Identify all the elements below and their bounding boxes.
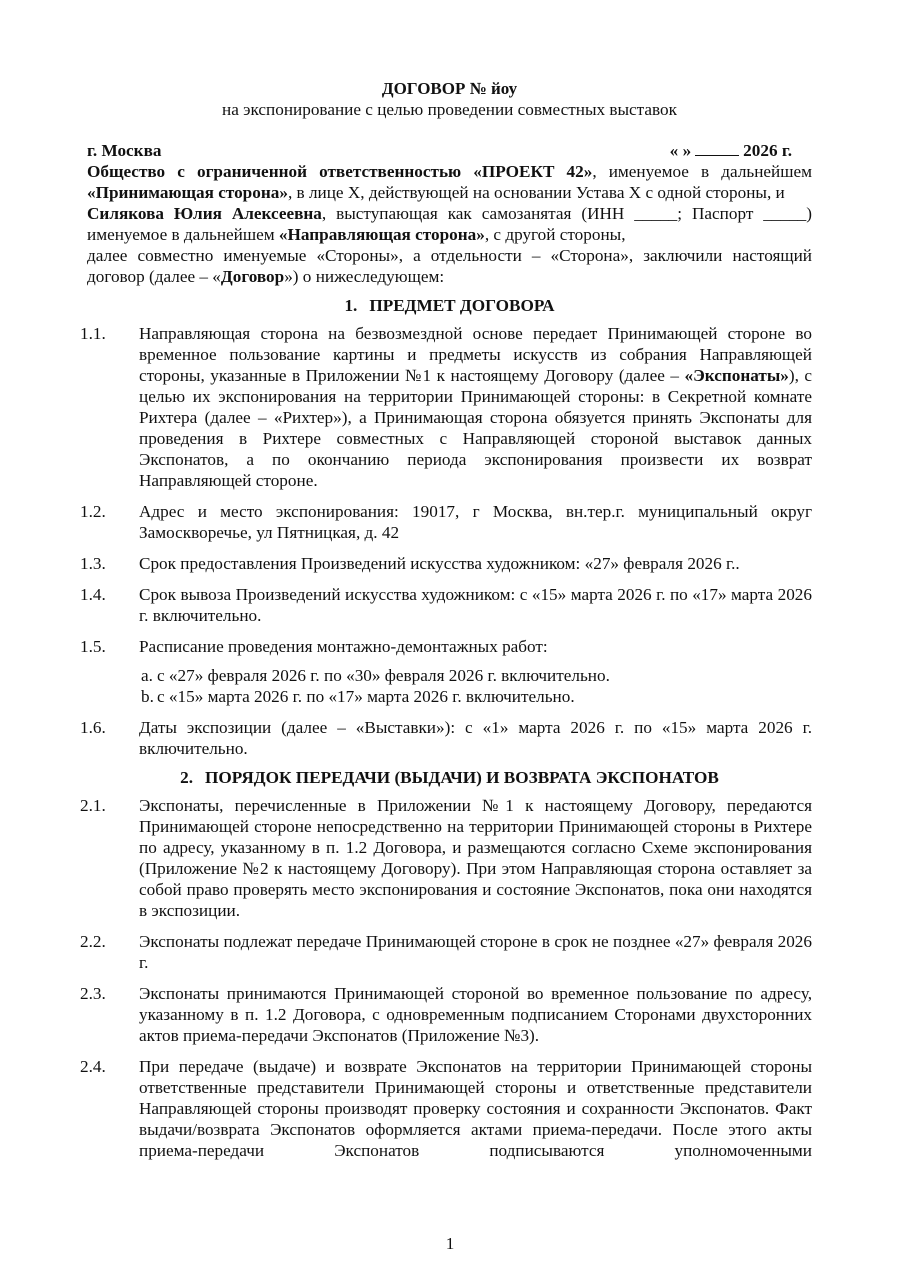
intro-party-receiving [87, 161, 812, 203]
sending-party-name: Силякова Юлия Алексеевна [87, 204, 322, 223]
subitem-letter: b. [141, 687, 154, 706]
page-number: 1 [445, 1234, 455, 1253]
clause-text: Экспонаты, перечисленные в Приложении №1 к настоящему Договору, передаются Принимающей стороне непосредственно на территории Принимающей стороны в Рихтере по адресу, указанному в п. 1.2 Договора, и размещаются согласно Схеме экспонирования (Приложение №2 к настоящему Договору). При этом Направляющая сторона оставляет за собой право проверять место экспонирования и состояние Экспонатов, пока они находятся в экспозиции. [139, 796, 812, 920]
section-number: 2. [180, 768, 193, 787]
clause-text: При передаче (выдаче) и возврате Экспонатов на территории Принимающей стороны ответственные представители Принимающей стороны и ответственные представители Направляющей стороны производят проверку состояния и сохранности Экспонатов. Факт выдачи/возврата Экспонатов оформляется актами приема-передачи. После этого акты приема-передачи Экспонатов подписываются уполномоченными [139, 1057, 812, 1160]
section-number: 1. [344, 296, 358, 315]
city-date-line [87, 140, 812, 161]
section-heading-2 [87, 767, 812, 788]
clause-number: 1.4. [80, 585, 106, 604]
clause-number: 2.2. [80, 932, 106, 951]
clause-number: 2.1. [80, 796, 106, 815]
clause-2-1 [80, 795, 812, 921]
clause-number: 1.6. [80, 718, 106, 737]
subitem-b [87, 686, 812, 707]
subitem-text: с «27» февраля 2026 г. по «30» февраля 2026 г. включительно. [157, 666, 610, 685]
subitem-letter: a. [141, 666, 153, 685]
clause-1-6 [80, 717, 812, 759]
clause-text: Даты экспозиции (далее – «Выставки»): с «1» марта 2026 г. по «15» марта 2026 г. включительно. [139, 718, 812, 758]
intro-text: ») о нижеследующем: [284, 267, 445, 286]
intro-parties-definition [87, 245, 812, 287]
clause-2-4 [80, 1056, 812, 1161]
receiving-party-name: Общество с ограниченной ответственностью «ПРОЕКТ 42» [87, 162, 593, 181]
section-title: ПОРЯДОК ПЕРЕДАЧИ (ВЫДАЧИ) И ВОЗВРАТА ЭКСПОНАТОВ [205, 768, 719, 787]
clause-text: Адрес и место экспонирования: 19017, г Москва, вн.тер.г. муниципальный округ Замоскворечье, ул Пятницкая, д. 42 [139, 502, 812, 542]
clause-text: Срок предоставления Произведений искусства художником: «27» февраля 2026 г.. [139, 554, 740, 573]
clause-number: 2.4. [80, 1057, 106, 1076]
exhibits-term: «Экспонаты» [684, 366, 789, 385]
clause-1-3 [80, 553, 812, 574]
sending-party-term: «Направляющая сторона» [278, 225, 485, 244]
document-subtitle: на экспонирование с целью проведении совместных выставок [222, 100, 677, 119]
clause-1-4 [80, 584, 812, 626]
clause-text: ), с целью их экспонирования на территории Принимающей стороны: в Секретной комнате Рихтера (далее – «Рихтер»), а Принимающая сторона обязуется принять Экспонаты для проведения в Рихтере совместных с Направляющей стороной выставок данных Экспонатов, а по окончанию периода экспонирования произвести их возврат Направляющей стороне. [139, 366, 812, 490]
section-heading-1 [87, 295, 812, 316]
document-page [80, 78, 812, 1171]
clause-number: 1.1. [80, 324, 106, 343]
clause-number: 1.5. [80, 637, 106, 656]
intro-party-sending [87, 203, 812, 245]
intro-text: , выступающая как самозанятая (ИНН _____; Паспорт _____) именуемое в дальнейшем [87, 204, 812, 244]
date-day-blank: « » [669, 141, 692, 160]
document-title: ДОГОВОР № йоу [381, 79, 518, 98]
clause-2-2 [80, 931, 812, 973]
clause-1-5-subitems [87, 665, 812, 707]
intro-text: далее совместно именуемые «Стороны», а отдельности – «Сторона», заключили настоящий договор (далее – « [87, 246, 812, 286]
section-title: ПРЕДМЕТ ДОГОВОРА [369, 296, 555, 315]
contract-term: Договор [220, 267, 285, 286]
contract-date [670, 140, 812, 161]
clause-number: 1.2. [80, 502, 106, 521]
subitem-text: с «15» марта 2026 г. по «17» марта 2026 г. включительно. [157, 687, 575, 706]
clause-text: Экспонаты подлежат передаче Принимающей стороне в срок не позднее «27» февраля 2026 г. [139, 932, 812, 972]
date-year: 2026 г. [743, 141, 792, 160]
date-month-blank [695, 141, 739, 156]
intro-text: , с другой стороны, [484, 225, 626, 244]
clause-text: Срок вывоза Произведений искусства художником: с «15» марта 2026 г. по «17» марта 2026 г. включительно. [139, 585, 812, 625]
intro-text: , именуемое в дальнейшем [592, 162, 812, 181]
clause-2-3 [80, 983, 812, 1046]
clause-text: Экспонаты принимаются Принимающей стороной во временное пользование по адресу, указанному в п. 1.2 Договора, с одновременным подписанием Сторонами двухсторонних актов приема-передачи Экспонатов (Приложение №3). [139, 984, 812, 1045]
clause-1-2 [80, 501, 812, 543]
clause-number: 1.3. [80, 554, 106, 573]
clause-text: Направляющая сторона на безвозмездной основе передает Принимающей стороне во временное пользование картины и предметы искусств из собрания Направляющей стороны, указанные в Приложении №1 к настоящему Договору (далее – [139, 324, 812, 385]
receiving-party-term: «Принимающая сторона» [87, 183, 288, 202]
clause-1-1 [80, 323, 812, 491]
intro-text: , в лице Х, действующей на основании Устава Х с одной стороны, и [287, 183, 785, 202]
clause-text: Расписание проведения монтажно-демонтажных работ: [139, 637, 548, 656]
clause-number: 2.3. [80, 984, 106, 1003]
city: г. Москва [87, 141, 162, 160]
clause-1-5 [80, 636, 812, 657]
subitem-a [87, 665, 812, 686]
